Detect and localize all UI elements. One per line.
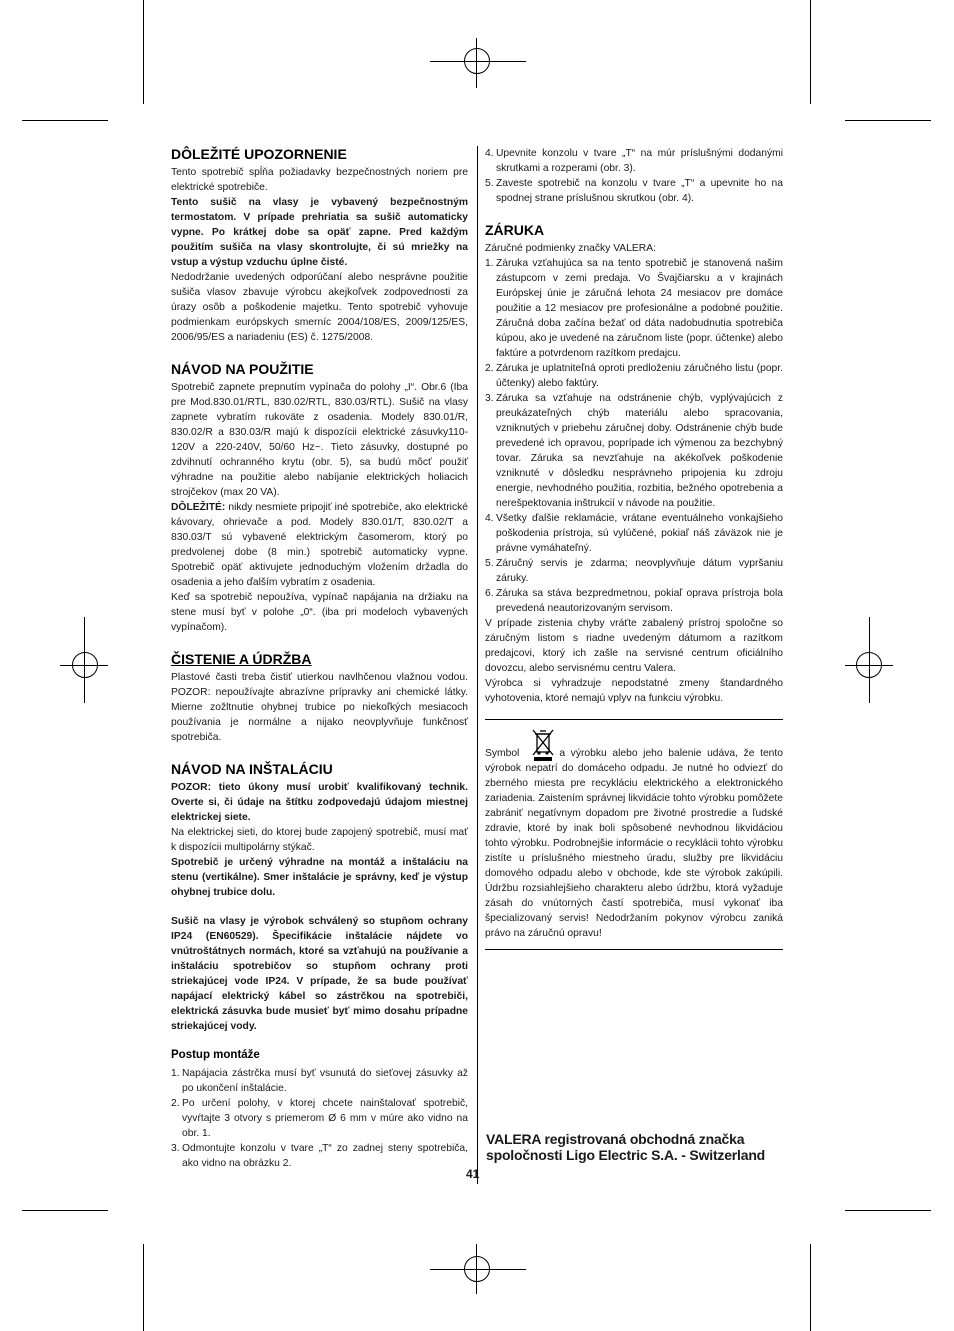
mounting-steps-list — [171, 1066, 468, 1171]
section-title: DÔLEŽITÉ UPOZORNENIE — [171, 146, 347, 162]
subsection-title: Postup montáže — [171, 1049, 260, 1061]
paragraph: Spotrebič zapnete prepnutím vypínača do polohy „I“. Obr.6 (Iba pre Mod.830.01/RTL, 830.02/RTL, 830.03/RTL). Sušič na vlasy zapnete vybratím rukoväte z osadenia. Modely 830.01/R, 830.02/R a 830.03/R majú k dispozícii elektrické zásuvky110-120V a 220-240V, 50/60 Hz~. Tieto zásuvky, dostupné po zdvihnutí ochranného krytu (obr. 5), sa budú môcť použiť výhradne na použitie alebo nabíjanie elektrických holiacich strojčekov (max 20 VA). — [171, 382, 468, 498]
right-column — [485, 146, 783, 950]
paragraph-bold: Sušič na vlasy je výrobok schválený so stupňom ochrany IP24 (EN60529). Špecifikácie inštalácie nájdete vo vnútroštátnych normách, ktoré sa vzťahujú na používanie a inštaláciu spotrebičov so stupňom ochrany proti striekajúcej vode IP24. V prípade, že sa bude používať napájací elektrický kábel so zástrčkou na spotrebiči, elektrická zásuvka bude musieť byť mimo dosahu prípadne striekajúcej vody. — [171, 916, 468, 1032]
paragraph: Keď sa spotrebič nepoužíva, vypínač napájania na držiaku na stene musí byť v polohe „0“. (iba pri modeloch vybavených vypínačom). — [171, 592, 468, 633]
symbol-word: Symbol — [485, 748, 520, 759]
list-item: 2. Po určení polohy, v ktorej chcete nainštalovať spotrebič, vyvŕtajte 3 otvory s priemerom Ø 6 mm v múre ako vidno na obr. 1. — [171, 1098, 468, 1139]
warranty-terms-list — [485, 256, 783, 616]
list-item: 4. Upevnite konzolu v tvare „T“ na múr príslušnými dodanými skrutkami a rozperami (obr. 3). — [485, 148, 783, 174]
paragraph: Na elektrickej sieti, do ktorej bude zapojený spotrebič, musí mať k dispozícii multipolárny stýkač. — [171, 827, 468, 853]
list-item: 1. Napájacia zástrčka musí byť vsunutá do sieťovej zásuvky až po ukončení inštalácie. — [171, 1068, 468, 1094]
list-item: 5. Záručný servis je zdarma; neovplyvňuje dátum vypršaniu záruky. — [485, 558, 783, 584]
section-warranty — [485, 222, 783, 706]
section-title: NÁVOD NA INŠTALÁCIU — [171, 761, 333, 777]
list-item: 2. Záruka je uplatniteľná oproti predloženiu záručného listu (popr. účtenky) alebo faktúry. — [485, 363, 783, 389]
paragraph: Výrobca si vyhradzuje nepodstatné zmeny štandardného vyhotovenia, ktoré nemajú vplyv na funkciu výrobku. — [485, 678, 783, 704]
section-important-warning — [171, 146, 468, 345]
brand-notice: VALERA registrovaná obchodná značka spoločnosti Ligo Electric S.A. - Switzerland — [486, 1131, 766, 1163]
paragraph: Tento spotrebič spĺňa požiadavky bezpečnostných noriem pre elektrické spotrebiče. — [171, 167, 468, 193]
column-divider — [477, 146, 478, 1184]
section-title: ZÁRUKA — [485, 222, 545, 238]
paragraph-bold: Tento sušič na vlasy je vybavený bezpečnostným termostatom. V prípade prehriatia sa sušič automaticky vypne. Po krátkej dobe sa opäť zapne. Pred každým použitím sušiča na vlasy skontrolujte, či sú mriežky na vstup a výstup vzduchu úplne čisté. — [171, 197, 468, 268]
crossed-bin-icon — [531, 728, 555, 762]
paragraph: V prípade zistenia chyby vráťte zabalený prístroj spoločne so záručným listom s riadne uvedeným dátumom a razítkom predajcovi, ktorý ich zašle na servisné centrum oficiálního dovozcu, alebo servisnému centru Valera. — [485, 618, 783, 674]
page-number: 41 — [466, 1167, 480, 1181]
list-item: 5. Zaveste spotrebič na konzolu v tvare „T“ a upevnite ho na spodnej strane príslušnou skrutkou (obr. 4). — [485, 178, 783, 204]
paragraph-bold: POZOR: tieto úkony musí urobiť kvalifikovaný technik. Overte si, či údaje na štítku zodpovedajú údajom miestnej elektrickej siete. — [171, 782, 468, 823]
mounting-steps-continued — [485, 146, 783, 206]
paragraph-bold: Spotrebič je určený výhradne na montáž a inštaláciu na stenu (vertikálne). Smer inštalácie je správny, keď je výstup ohybnej trubice dolu. — [171, 857, 468, 898]
paragraph: DÔLEŽITÉ: nikdy nesmiete pripojiť iné spotrebiče, ako elektrické kávovary, ohrievače a pod. Modely 830.01/T, 830.02/T a 830.03/T sú vybavené elektrickým časomerom, ktorý po predvolenej dobe (8 min.) spotrebič automaticky vypne. Spotrebič opäť aktivujete jednoduchým vložením držadla do osadenia a jeho ďalším vybratím z osadenia. — [171, 502, 468, 588]
section-usage-instructions — [171, 361, 468, 635]
section-mounting-procedure — [171, 1048, 468, 1171]
list-item: 1. Záruka vzťahujúca sa na tento spotrebič je stanovená našim zástupcom v zemi predaja. Vo Švajčiarsku a v krajinách Európskej únie je záručná lehota 24 mesiacov pre domáce použitie a 12 mesiacov pre profesionálne a podobné použitie. Záručná doba začína bežať od dáta nadobudnutia spotrebiča kúpou, ako je uvedené na záručnom liste (popr. účtenke) alebo faktúre a potvrdenom razítkom predajcu. — [485, 258, 783, 359]
paragraph: Plastové časti treba čistiť utierkou navlhčenou vlažnou vodou. POZOR: nepoužívajte abrazívne prípravky ani chemické látky. Mierne zožltnutie ohybnej trubice po niekoľkých mesiacoch používania je normálne a nijako neovplyvňuje funkčnosť spotrebiča. — [171, 672, 468, 743]
list-item: 4. Všetky ďalšie reklamácie, vrátane eventuálneho vonkajšieho poškodenia prístroja, sú vylúčené, pokiaľ náš záväzok nie je právne vymáhateľný. — [485, 513, 783, 554]
section-title: ČISTENIE A ÚDRŽBA — [171, 651, 312, 667]
section-weee-disposal — [485, 746, 783, 941]
section-title: NÁVOD NA POUŽITIE — [171, 361, 314, 377]
section-installation — [171, 761, 468, 1034]
paragraph: Nedodržanie uvedených odporúčaní alebo nesprávne použitie sušiča vlasov zbavuje výrobcu akejkoľvek zodpovednosti za úrazy osôb a poškodenie majetku. Tento spotrebič vyhovuje podmienkam európskych smerníc 2004/108/ES, 2009/125/ES, 2006/95/ES a nariadeniu (ES) č. 1275/2008. — [171, 272, 468, 343]
list-item: 3. Záruka sa vzťahuje na odstránenie chýb, vyplývajúcich z preukázateľných chýb materiálu alebo spracovania, vzniknutých v priebehu záručnej doby. Odstránenie chýb bude prevedené ich opravou, poprípade ich výmenou za bezchybný tovar. Záruka sa nevzťahuje na akékoľvek poškodenie vzniknuté v dôsledku nesprávneho pripojenia ku zdroju energie, nevhodného použitia, rozbitia, bežného opotrebenia a nerešpektovania inštrukcií v návode na použitie. — [485, 393, 783, 509]
list-item: 6. Záruka sa stáva bezpredmetnou, pokiaľ oprava prístroja bola prevedená neautorizovaným servisom. — [485, 588, 783, 614]
list-item: 3. Odmontujte konzolu v tvare „T“ zo zadnej steny spotrebiča, ako vidno na obrázku 2. — [171, 1143, 468, 1169]
divider — [485, 949, 783, 950]
paragraph: Symbol a výrobku alebo jeho balenie udáva, že tento výrobok nepatrí do domáceho odpadu. Je nutné ho odviezť do zberného miesta pre recykláciu elektrického a elektronického zariadenia. Zaistením správnej likvidácie tohto výrobku pomôžete zabrániť negatívnym dopadom pre životné prostredie a ľudské zdravie, ktoré by inak boli spôsobené nevhodnou likvidáciou tohto výrobku. Podrobnejšie informácie o recyklácii tohto výrobku zistíte u príslušného miestneho úradu, služby pre likvidáciu domového odpadu alebo v obchode, kde ste výrobok zakúpili. Údržbu rozsiahlejšieho charakteru alebo údržbu, ktorá vyžaduje zásah do vnútorných častí spotrebiča, musí vykonať iba špecializovaný servis! Nedodržaním pokynov výrobcu zaniká právo na záručnú opravu! — [485, 748, 783, 939]
section-cleaning-maintenance — [171, 651, 468, 745]
left-column — [171, 146, 468, 1171]
important-label: DÔLEŽITÉ: — [171, 502, 226, 513]
paragraph: Záručné podmienky značky VALERA: — [485, 243, 656, 254]
